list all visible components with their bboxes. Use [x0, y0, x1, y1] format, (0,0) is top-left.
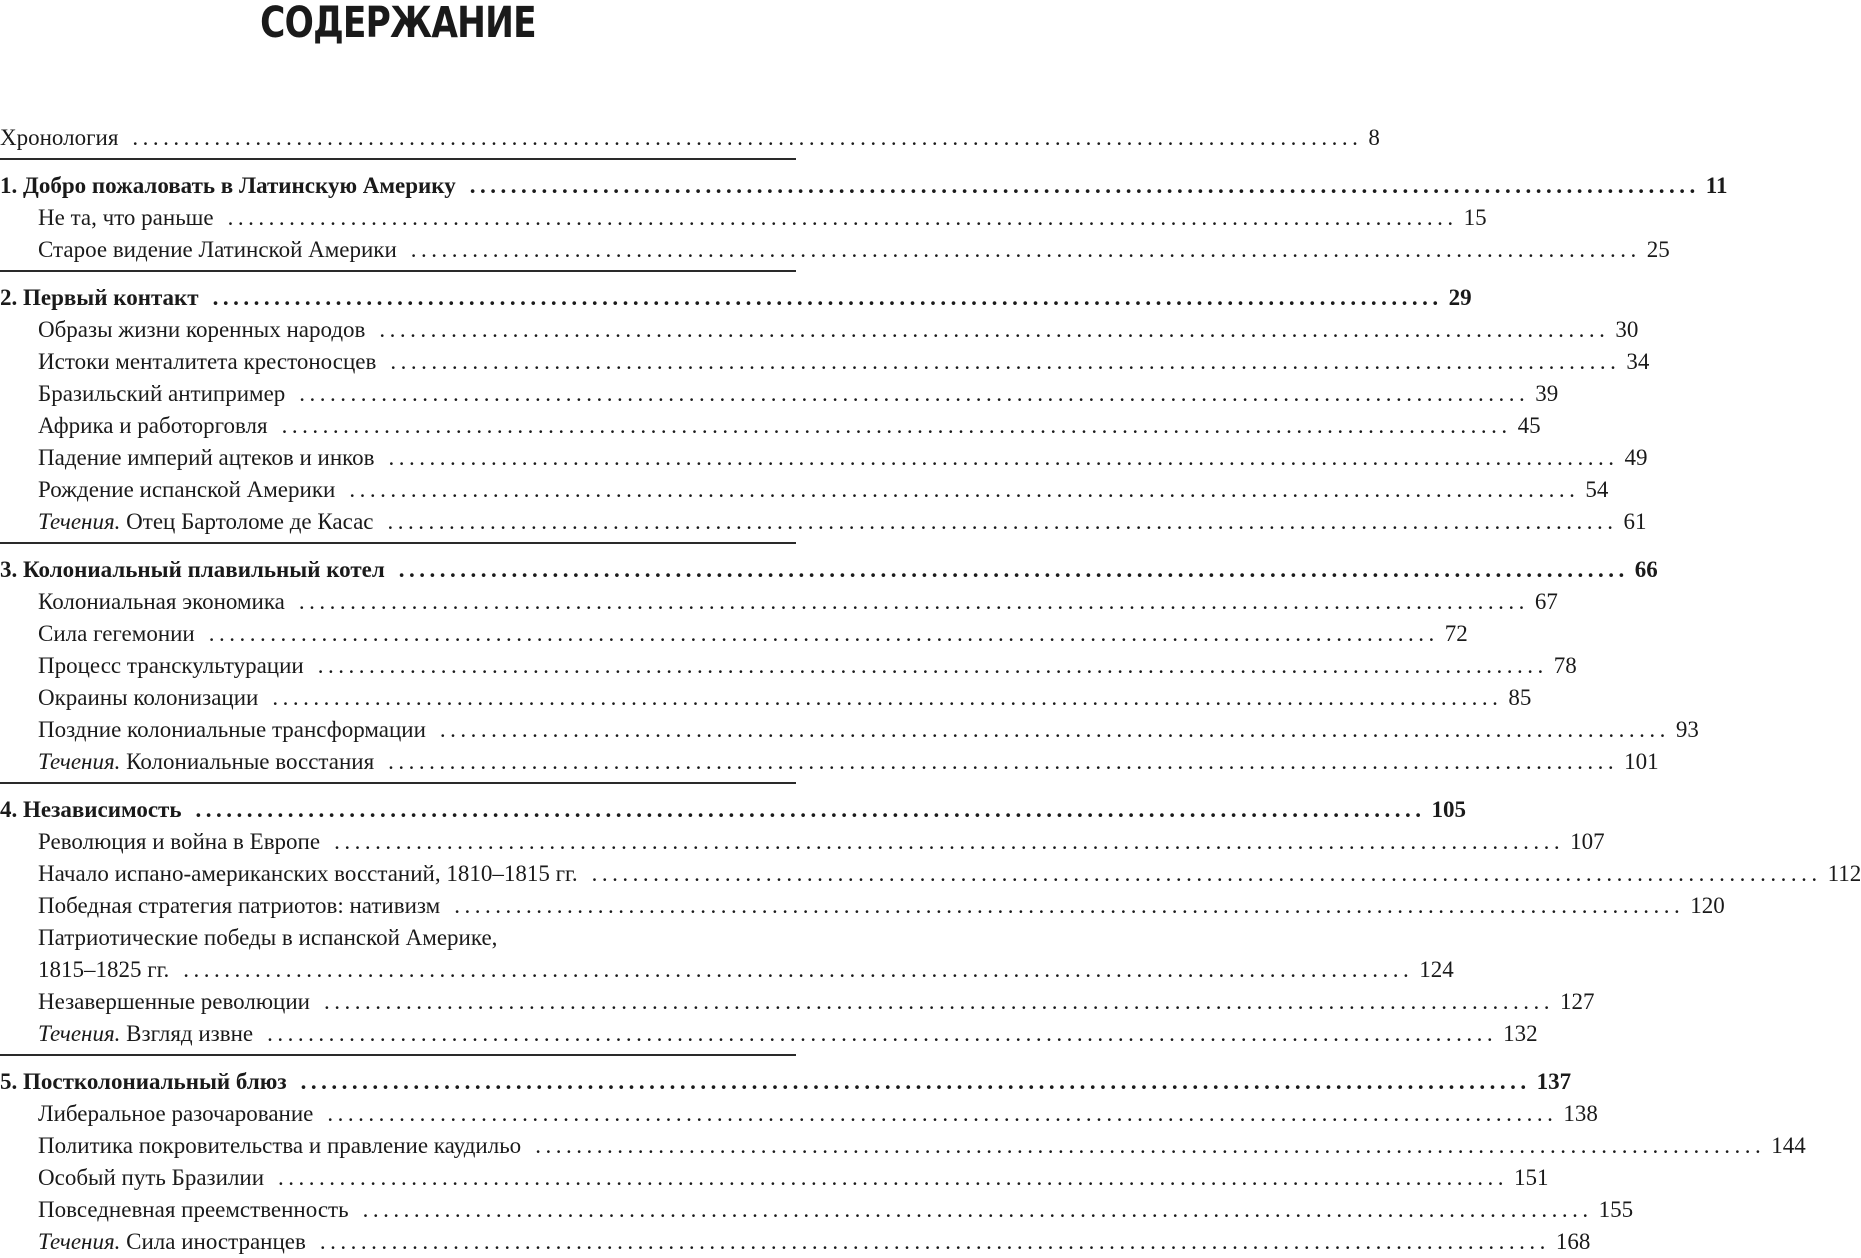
- toc-page-number: 105: [1431, 797, 1467, 822]
- dot-leader: ........................................................................................................................: [272, 685, 1503, 710]
- toc-entry-text: Особый путь Бразилии: [38, 1165, 265, 1190]
- toc-page-number: 85: [1508, 685, 1532, 710]
- toc-entry[interactable]: [0, 346, 1650, 378]
- toc-entry-title: [38, 826, 320, 858]
- toc-page-number: 112: [1827, 861, 1861, 886]
- toc-entry-text: Истоки менталитета крестоносцев: [38, 349, 377, 374]
- dot-leader: ........................................................................................................................: [183, 957, 1414, 982]
- toc-entry-title: [38, 986, 310, 1018]
- toc-page-number: 137: [1536, 1069, 1572, 1094]
- toc-entry-text: 4. Независимость: [0, 797, 182, 822]
- toc-entry-text: Процесс транскультурации: [38, 653, 304, 678]
- dot-leader: ........................................................................................................................: [327, 1101, 1558, 1126]
- toc-page-number: 45: [1517, 413, 1541, 438]
- toc-entry-title: [38, 858, 578, 890]
- toc-entry[interactable]: [0, 1098, 1598, 1130]
- toc-chapter-entry[interactable]: [0, 282, 1472, 314]
- toc-entry[interactable]: [0, 954, 1454, 986]
- section-divider: [0, 542, 796, 544]
- dot-leader: ........................................................................................................................: [334, 829, 1565, 854]
- toc-entry-title: Патриотические победы в испанской Америке,: [38, 925, 498, 950]
- toc-entry-prefix: Течения.: [38, 749, 121, 774]
- toc-entry-title: [0, 170, 456, 202]
- toc-page-number: 39: [1535, 381, 1559, 406]
- toc-chapter-entry[interactable]: [0, 554, 1658, 586]
- dot-leader: ........................................................................................................................: [454, 893, 1685, 918]
- dot-leader: ........................................................................................................................: [379, 317, 1610, 342]
- dot-leader: ........................................................................................................................: [298, 589, 1529, 614]
- dot-leader: ........................................................................................................................: [388, 749, 1619, 774]
- dot-leader: ........................................................................................................................: [388, 445, 1619, 470]
- dot-leader: ........................................................................................................................: [390, 349, 1621, 374]
- toc-page-number: 151: [1514, 1165, 1549, 1190]
- toc-entry[interactable]: [0, 586, 1558, 618]
- toc-entry-title: [38, 202, 214, 234]
- toc-entry-title: [38, 1226, 306, 1258]
- toc-page-number: 30: [1615, 317, 1639, 342]
- toc-entry-title: [38, 474, 335, 506]
- toc-entry-title: [38, 314, 365, 346]
- toc-entry[interactable]: [0, 202, 1487, 234]
- toc-page-number: 61: [1623, 509, 1647, 534]
- toc-page-number: 127: [1559, 989, 1595, 1014]
- toc-entry[interactable]: [0, 506, 1647, 538]
- toc-entry[interactable]: [0, 122, 1380, 154]
- dot-leader: ........................................................................................................................: [281, 413, 1512, 438]
- toc-entry-title: [38, 746, 374, 778]
- toc-entry-title: [0, 122, 118, 154]
- toc-entry[interactable]: [0, 1130, 1806, 1162]
- section-divider: [0, 270, 796, 272]
- toc-entry-text: Отец Бартоломе де Касас: [126, 509, 374, 534]
- dot-leader: ........................................................................................................................: [299, 381, 1530, 406]
- toc-entry-title: [38, 682, 258, 714]
- toc-entry-title: [38, 1194, 349, 1226]
- toc-entry-title: [38, 410, 268, 442]
- section-divider: [0, 782, 796, 784]
- section-divider: [0, 1054, 796, 1056]
- toc-entry-title: [38, 714, 426, 746]
- toc-entry-text: 5. Постколониальный блюз: [0, 1069, 287, 1094]
- toc-entry[interactable]: [0, 442, 1648, 474]
- toc-entry-title: [0, 282, 199, 314]
- dot-leader: ........................................................................................................................: [535, 1133, 1766, 1158]
- dot-leader: ........................................................................................................................: [410, 237, 1641, 262]
- toc-entry-title: [0, 794, 182, 826]
- dot-leader: ........................................................................................................................: [195, 797, 1426, 822]
- toc-entry-title: [0, 1066, 287, 1098]
- toc-entry-text: Повседневная преемственность: [38, 1197, 349, 1222]
- toc-entry-prefix: Течения.: [38, 1229, 121, 1254]
- toc-entry-text: 1. Добро пожаловать в Латинскую Америку: [0, 173, 456, 198]
- toc-entry[interactable]: [0, 410, 1541, 442]
- page-title: СОДЕРЖАНИЕ: [260, 0, 536, 48]
- toc-entry-title: [38, 890, 440, 922]
- dot-leader: ........................................................................................................................: [319, 1229, 1550, 1254]
- toc-entry-title: [38, 586, 285, 618]
- toc-entry-text: Старое видение Латинской Америки: [38, 237, 397, 262]
- toc-entry-text: Окраины колонизации: [38, 685, 259, 710]
- dot-leader: ........................................................................................................................: [362, 1197, 1593, 1222]
- toc-page-number: 54: [1585, 477, 1609, 502]
- toc-entry[interactable]: [0, 858, 1861, 890]
- toc-entry-text: Победная стратегия патриотов: нативизм: [38, 893, 441, 918]
- toc-page-number: 138: [1563, 1101, 1598, 1126]
- toc-entry[interactable]: [0, 826, 1605, 858]
- toc-page-number: 67: [1534, 589, 1558, 614]
- toc-page-number: 49: [1624, 445, 1648, 470]
- toc-entry[interactable]: [0, 890, 1725, 922]
- toc-entry-text: Хронология: [0, 125, 119, 150]
- toc-page-number: 93: [1675, 717, 1699, 742]
- toc-entry[interactable]: [0, 986, 1595, 1018]
- toc-page-number: 72: [1444, 621, 1468, 646]
- toc-page-number: 78: [1553, 653, 1577, 678]
- toc-entry-text: Революция и война в Европе: [38, 829, 321, 854]
- toc-entry-title: [38, 1018, 253, 1050]
- toc-entry[interactable]: [0, 474, 1609, 506]
- toc-page-number: 132: [1503, 1021, 1538, 1046]
- dot-leader: ........................................................................................................................: [387, 509, 1618, 534]
- toc-entry[interactable]: [0, 378, 1559, 410]
- toc-entry-title: [38, 346, 376, 378]
- dot-leader: ........................................................................................................................: [398, 557, 1629, 582]
- dot-leader: ........................................................................................................................: [349, 477, 1580, 502]
- toc-entry-title: [38, 442, 375, 474]
- toc-page-number: 124: [1419, 957, 1454, 982]
- toc-page-number: 11: [1705, 173, 1728, 198]
- toc-entry[interactable]: [0, 1018, 1538, 1050]
- toc-entry-text: Политика покровительства и правление каудильо: [38, 1133, 522, 1158]
- toc-entry[interactable]: [0, 746, 1659, 778]
- toc-entry[interactable]: [0, 714, 1699, 746]
- toc-page-number: 25: [1646, 237, 1670, 262]
- toc-entry-text: Сила иностранцев: [126, 1229, 306, 1254]
- toc-entry-title: [38, 378, 285, 410]
- toc-entry[interactable]: [0, 650, 1577, 682]
- toc-entry[interactable]: [0, 314, 1639, 346]
- toc-page-number: 66: [1634, 557, 1658, 582]
- dot-leader: ........................................................................................................................: [439, 717, 1670, 742]
- toc-entry-text: Рождение испанской Америки: [38, 477, 336, 502]
- section-divider: [0, 158, 796, 160]
- toc-entry-text: Колониальные восстания: [126, 749, 375, 774]
- toc-entry-title: [0, 554, 385, 586]
- toc-entry-prefix: Течения.: [38, 509, 121, 534]
- dot-leader: ........................................................................................................................: [323, 989, 1554, 1014]
- toc-entry-title: 1815–1825 гг.: [38, 957, 170, 982]
- toc-entry-text: Сила гегемонии: [38, 621, 195, 646]
- toc-entry[interactable]: [0, 234, 1670, 266]
- toc-entry-text: Взгляд извне: [126, 1021, 254, 1046]
- dot-leader: ........................................................................................................................: [208, 621, 1439, 646]
- toc-entry-title: [38, 1130, 521, 1162]
- toc-entry-text: Начало испано-американских восстаний, 1810–1815 гг.: [38, 861, 578, 886]
- toc-page-number: 15: [1463, 205, 1487, 230]
- toc-entry-text: Поздние колониальные трансформации: [38, 717, 426, 742]
- toc-entry-text: Падение империй ацтеков и инков: [38, 445, 375, 470]
- toc-entry-text: Образы жизни коренных народов: [38, 317, 366, 342]
- toc-chapter-entry[interactable]: [0, 1066, 1572, 1098]
- toc-entry-text: Незавершенные революции: [38, 989, 310, 1014]
- dot-leader: ........................................................................................................................: [591, 861, 1822, 886]
- toc-entry-title: [38, 1098, 313, 1130]
- toc-entry[interactable]: [0, 1194, 1634, 1226]
- dot-leader: ........................................................................................................................: [469, 173, 1700, 198]
- toc-entry-text: Либеральное разочарование: [38, 1101, 314, 1126]
- toc-entry-text: 2. Первый контакт: [0, 285, 199, 310]
- toc-page-number: 155: [1598, 1197, 1634, 1222]
- toc-entry-title: [38, 506, 374, 538]
- toc-page-number: 29: [1448, 285, 1472, 310]
- toc-entry[interactable]: [0, 682, 1532, 714]
- toc-page-number: 168: [1555, 1229, 1591, 1254]
- toc-entry-text: Не та, что раньше: [38, 205, 214, 230]
- toc-entry[interactable]: [0, 1162, 1549, 1194]
- toc-entry-title: [38, 1162, 264, 1194]
- toc-page-number: 34: [1626, 349, 1650, 374]
- dot-leader: ........................................................................................................................: [278, 1165, 1509, 1190]
- toc-entry-text: Бразильский антипример: [38, 381, 286, 406]
- toc-entry[interactable]: [0, 618, 1468, 650]
- toc-page-number: 107: [1570, 829, 1605, 854]
- dot-leader: ........................................................................................................................: [132, 125, 1363, 150]
- toc-chapter-entry[interactable]: [0, 170, 1728, 202]
- toc-entry[interactable]: [0, 1226, 1591, 1258]
- toc-page-number: 8: [1368, 125, 1380, 150]
- toc-chapter-entry[interactable]: [0, 794, 1467, 826]
- dot-leader: ........................................................................................................................: [267, 1021, 1498, 1046]
- toc-entry-title: [38, 650, 304, 682]
- toc-page-number: 120: [1690, 893, 1725, 918]
- dot-leader: ........................................................................................................................: [227, 205, 1458, 230]
- toc-page-number: 144: [1771, 1133, 1806, 1158]
- toc-entry-title: [38, 618, 195, 650]
- toc-entry-text: Африка и работорговля: [38, 413, 268, 438]
- dot-leader: ........................................................................................................................: [317, 653, 1548, 678]
- dot-leader: ........................................................................................................................: [300, 1069, 1531, 1094]
- dot-leader: ........................................................................................................................: [212, 285, 1443, 310]
- toc-entry-text: Колониальная экономика: [38, 589, 285, 614]
- toc-entry-title: [38, 234, 397, 266]
- toc-page-number: 101: [1624, 749, 1659, 774]
- toc-entry-prefix: Течения.: [38, 1021, 121, 1046]
- toc-entry-text: 3. Колониальный плавильный котел: [0, 557, 385, 582]
